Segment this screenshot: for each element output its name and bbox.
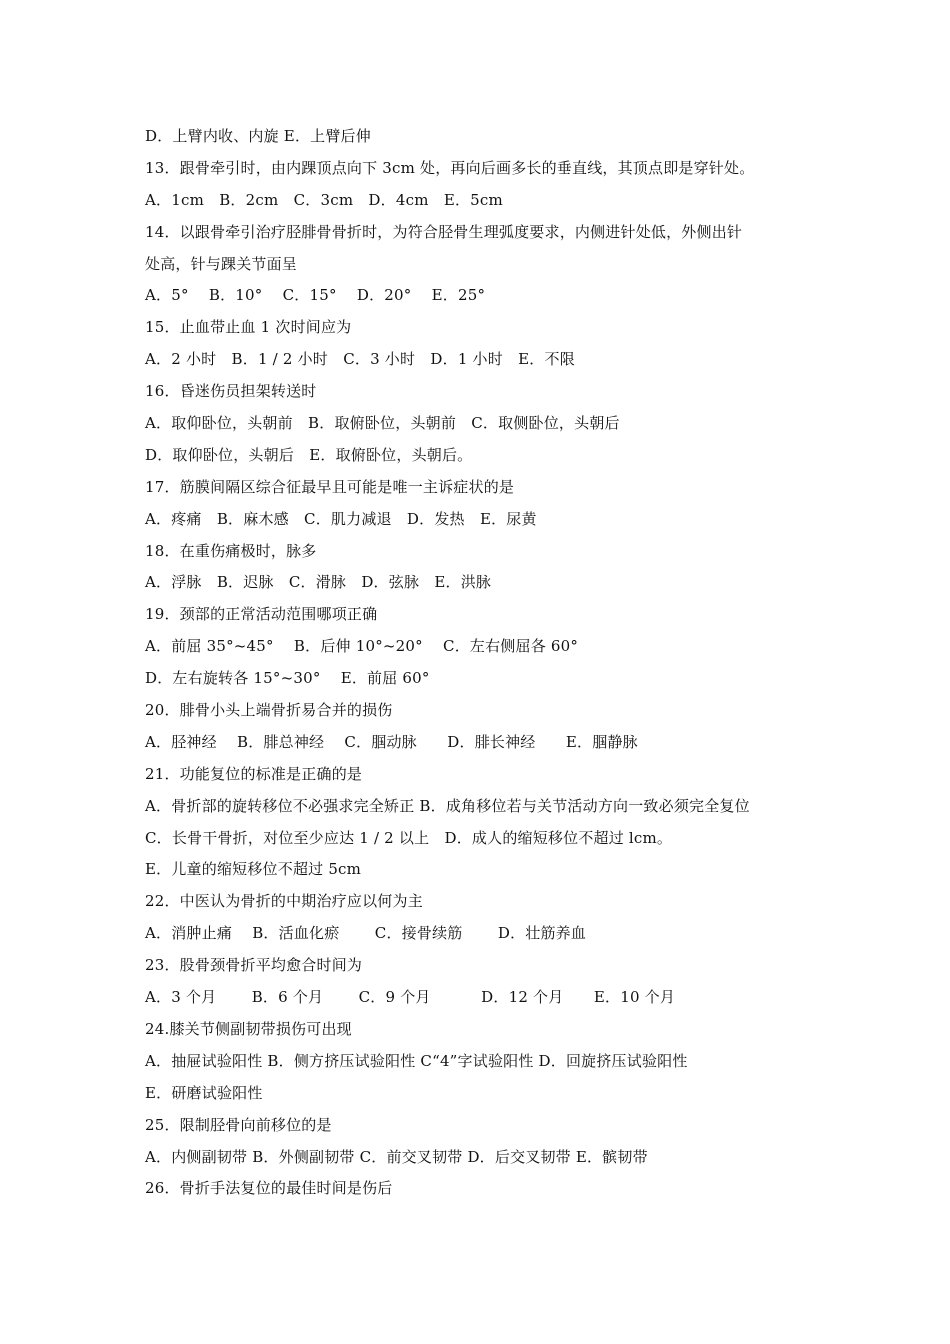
text-line: 19．颈部的正常活动范围哪项正确	[145, 605, 378, 624]
text-line: 处高，针与踝关节面呈	[145, 254, 298, 273]
text-line: D．取仰卧位，头朝后 E．取俯卧位，头朝后。	[145, 445, 473, 464]
text-line: A．1cm B．2cm C．3cm D．4cm E．5cm	[145, 190, 503, 209]
text-line: 25．限制胫骨向前移位的是	[145, 1115, 332, 1134]
text-line: 24.膝关节侧副韧带损伤可出现	[145, 1019, 352, 1038]
text-line: D．左右旋转各 15°~30° E．前屈 60°	[145, 669, 430, 688]
text-line: A．5° B．10° C．15° D．20° E．25°	[145, 286, 486, 305]
text-line: D．上臂内收、内旋 E．上臂后伸	[145, 127, 371, 145]
text-line: 23．股骨颈骨折平均愈合时间为	[145, 956, 363, 975]
text-line: E．研磨试验阳性	[145, 1083, 263, 1102]
text-line: A．疼痛 B．麻木感 C．肌力减退 D．发热 E．尿黄	[145, 509, 537, 528]
question-text-block	[145, 121, 825, 1205]
text-line: 14．以跟骨牵引治疗胫腓骨骨折时，为符合胫骨生理弧度要求，内侧进针处低，外侧出针	[145, 222, 743, 241]
text-line: A．2 小时 B．1 / 2 小时 C．3 小时 D．1 小时 E．不限	[145, 350, 575, 369]
text-line: 21．功能复位的标准是正确的是	[145, 764, 363, 783]
text-line: A．胫神经 B．腓总神经 C．腘动脉 D．腓长神经 E．腘静脉	[145, 732, 638, 751]
text-line: A．前屈 35°~45° B．后伸 10°~20° C．左右侧屈各 60°	[145, 637, 579, 656]
text-line: 22．中医认为骨折的中期治疗应以何为主	[145, 892, 423, 911]
text-line: A．消肿止痛 B．活血化瘀 C．接骨续筋 D．壮筋养血	[145, 924, 587, 943]
text-line: 15．止血带止血 1 次时间应为	[145, 318, 352, 337]
text-line: 26．骨折手法复位的最佳时间是伤后	[145, 1179, 393, 1198]
text-line: A．抽屉试验阳性 B．侧方挤压试验阳性 C“4”字试验阳性 D．回旋挤压试验阳性	[145, 1051, 688, 1070]
text-line: A．骨折部的旋转移位不必强求完全矫正 B．成角移位若与关节活动方向一致必须完全复位	[145, 796, 750, 815]
text-line: 20．腓骨小头上端骨折易合并的损伤	[145, 701, 393, 720]
text-line: 16．昏迷伤员担架转送时	[145, 382, 317, 401]
text-line: E．儿童的缩短移位不超过 5cm	[145, 860, 362, 879]
text-line: A．取仰卧位，头朝前 B．取俯卧位，头朝前 C．取侧卧位，头朝后	[145, 414, 620, 433]
text-line: C．长骨干骨折，对位至少应达 1 / 2 以上 D．成人的缩短移位不超过 lcm。	[145, 828, 673, 847]
text-line: 13．跟骨牵引时，由内踝顶点向下 3cm 处，再向后画多长的垂直线，其顶点即是穿针处。	[145, 158, 755, 177]
text-line: A．内侧副韧带 B．外侧副韧带 C．前交叉韧带 D．后交叉韧带 E．髌韧带	[145, 1147, 648, 1166]
text-line: 18．在重伤痛极时，脉多	[145, 541, 317, 560]
text-line: A．浮脉 B．迟脉 C．滑脉 D．弦脉 E．洪脉	[145, 573, 492, 592]
text-line: A．3 个月 B．6 个月 C．9 个月 D．12 个月 E．10 个月	[145, 988, 676, 1007]
text-line: 17．筋膜间隔区综合征最早且可能是唯一主诉症状的是	[145, 477, 515, 496]
